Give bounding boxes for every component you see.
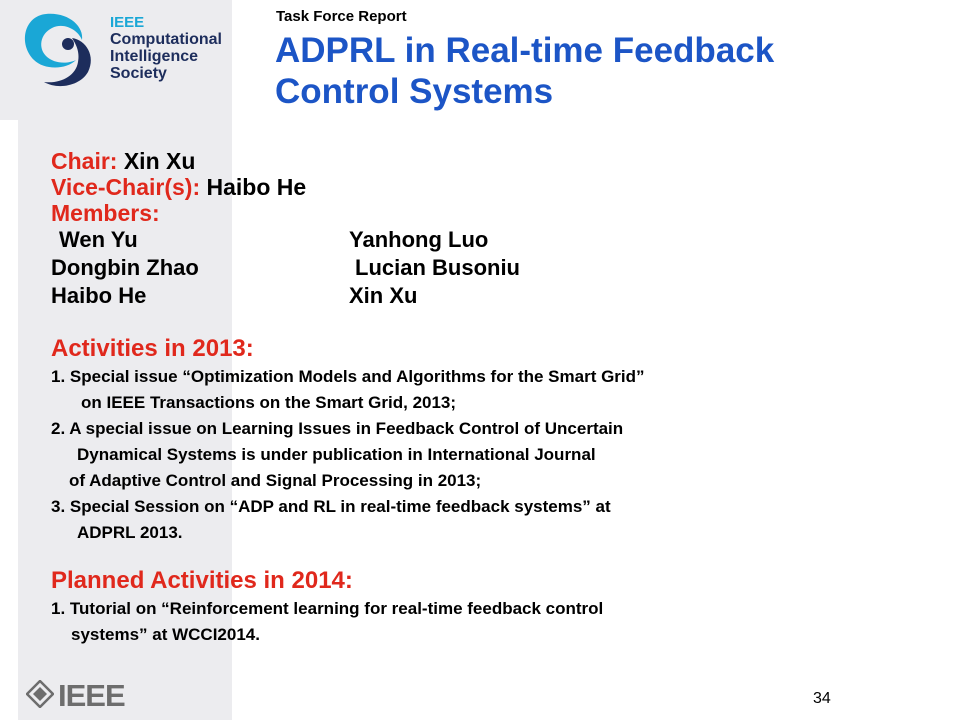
activity-line: 1. Special issue “Optimization Models and Algorithms for the Smart Grid” xyxy=(51,367,645,386)
member-name: Yanhong Luo xyxy=(349,227,489,252)
member-name: Dongbin Zhao xyxy=(51,255,199,280)
members-list xyxy=(51,226,931,310)
activities-2013-heading: Activities in 2013: xyxy=(51,335,254,362)
ieee-wordmark: IEEE xyxy=(58,678,125,713)
chair-name: Xin Xu xyxy=(123,148,196,174)
vice-chair-row xyxy=(51,174,931,200)
member-name: Haibo He xyxy=(51,283,147,308)
title-line-2: Control Systems xyxy=(275,72,554,111)
sidebar-margin xyxy=(0,120,18,720)
page-number: 34 xyxy=(813,690,831,707)
members-label: Members: xyxy=(51,200,160,226)
planned-line: 1. Tutorial on “Reinforcement learning for real-time feedback control xyxy=(51,599,604,618)
activity-line: of Adaptive Control and Signal Processing in 2013; xyxy=(69,471,482,490)
logo-line-4: Society xyxy=(110,65,167,82)
slide-body xyxy=(51,148,931,648)
planned-2014-heading: Planned Activities in 2014: xyxy=(51,567,353,594)
page-title xyxy=(275,30,945,112)
planned-line: systems” at WCCI2014. xyxy=(71,625,260,644)
member-name: Xin Xu xyxy=(349,283,418,308)
ieee-diamond-icon xyxy=(26,680,54,708)
vice-chair-label: Vice-Chair(s): xyxy=(51,174,201,200)
chair-row xyxy=(51,148,931,174)
activity-line: on IEEE Transactions on the Smart Grid, 2013; xyxy=(81,393,457,412)
cis-logo-wordmark xyxy=(110,14,222,82)
member-row xyxy=(51,254,931,282)
vice-chair-name: Haibo He xyxy=(206,174,307,200)
member-name: Wen Yu xyxy=(59,227,138,252)
activity-line: ADPRL 2013. xyxy=(77,523,183,542)
activity-line: Dynamical Systems is under publication in International Journal xyxy=(77,445,596,464)
activity-line: 3. Special Session on “ADP and RL in real-time feedback systems” at xyxy=(51,497,611,516)
chair-label: Chair: xyxy=(51,148,118,174)
title-line-1: ADPRL in Real-time Feedback xyxy=(275,31,775,70)
member-name: Lucian Busoniu xyxy=(355,255,520,280)
member-row xyxy=(51,282,931,310)
activity-line: 2. A special issue on Learning Issues in Feedback Control of Uncertain xyxy=(51,419,624,438)
logo-line-2: Computational xyxy=(110,31,222,48)
report-kicker: Task Force Report xyxy=(276,8,407,25)
logo-line-3: Intelligence xyxy=(110,48,199,65)
member-row xyxy=(51,226,931,254)
logo-line-1: IEEE xyxy=(110,14,145,31)
